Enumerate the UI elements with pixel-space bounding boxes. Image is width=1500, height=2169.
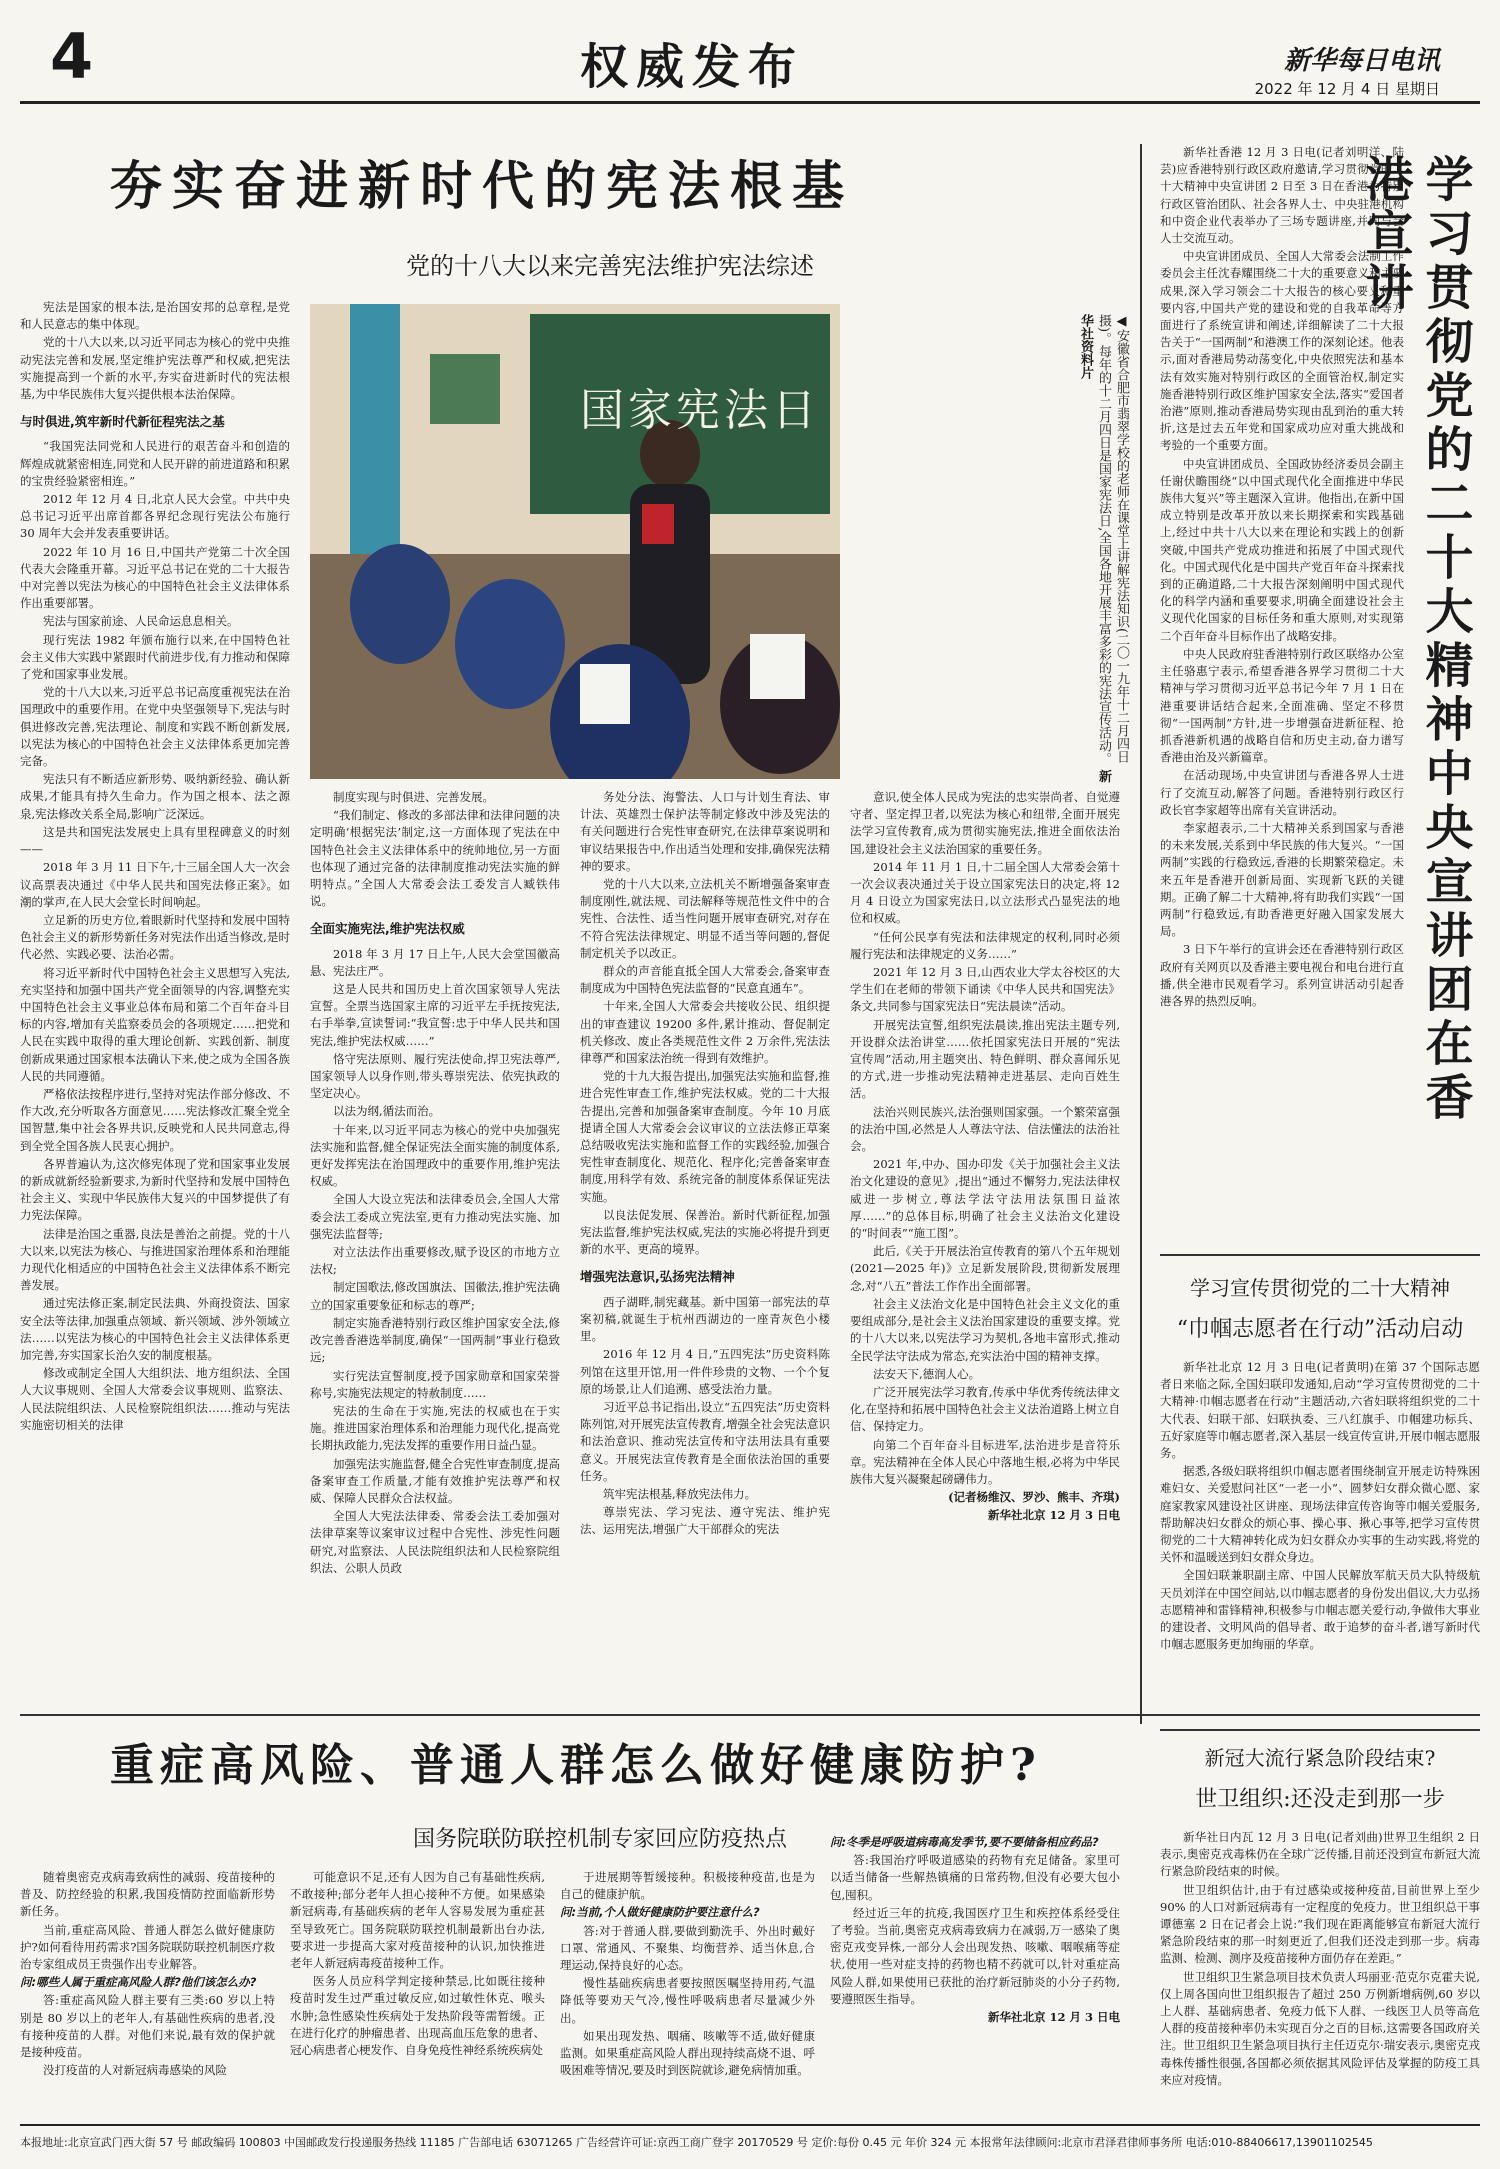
paragraph: “我们制定、修改的多部法律和法律问题的决定明确‘根据宪法’制定,这一方面体现了宪法在中国特色社会主义法律体系中的统帅地位,另一方面也体现了通过完备的法律制度推动宪法实施的鲜明特点。”全国人大常委会法工委发言人臧铁伟说。 — [310, 808, 560, 909]
section-heading: 增强宪法意识,弘扬宪法精神 — [580, 1269, 735, 1285]
dateline: 新华社北京 12 月 3 日电 — [987, 2010, 1120, 2025]
paragraph: 可能意识不足,还有人因为自己有基础性疾病,不敢接种;部分老年人担心接种不方便。如果感染新冠病毒,有基础疾病的老年人容易发展为重症甚至导致死亡。国务院联防联控机制最新出台办法,要求进一步提高大家对疫苗接种的认识,加快推进老年人新冠病毒疫苗接种工作。 — [290, 1870, 545, 1971]
paragraph: 于进展期等暂缓接种。积极接种疫苗,也是为自己的健康护航。 — [560, 1870, 815, 1902]
masthead — [20, 14, 1480, 104]
paragraph: 意识,使全体人民成为宪法的忠实崇尚者、自觉遵守者、坚定捍卫者,以宪法为核心和纽带,全面开展宪法学习宣传教育,成为贯彻实施宪法,推进全面依法治国,建设社会主义法治国家的重要任务。 — [850, 790, 1120, 856]
main-headline: 夯实奋进新时代的宪法根基 — [110, 156, 855, 217]
paragraph: 李家超表示,二十大精神关系到国家与香港的未来发展,关系到中华民族的伟大复兴。“一国两制”实践的行稳致远,香港的长期繁荣稳定。未来五年是香港开创新局面、实现新飞跃的关键期。正确了解二十大精神,将有助我们实践“一国两制”行稳致远,有助香港更好融入国家发展大局。 — [1160, 820, 1404, 939]
paragraph: 对立法法作出重要修改,赋予设区的市地方立法权; — [310, 1245, 560, 1277]
section-divider — [20, 1714, 1480, 1716]
blackboard-text: 国家宪法日 — [580, 385, 820, 436]
paragraph: 向第二个百年奋斗目标进军,法治进步是音符乐章。宪法精神在全体人民心中落地生根,必将为中华民族伟大复兴凝聚起磅礴伟力。 — [850, 1437, 1120, 1486]
bottom-column-4 — [830, 1834, 1120, 2114]
paragraph: 宪法的生命在于实施,宪法的权威也在于实施。推进国家治理体系和治理能力现代化,提高党长期执政能力,宪法发挥的重要作用日益凸显。 — [310, 1403, 560, 1453]
paragraph: 全国人大设立宪法和法律委员会,全国人大常委会法工委成立宪法室,更有力推动宪法实施、加强宪法监督等; — [310, 1192, 560, 1241]
paragraph: 宪法只有不断适应新形势、吸纳新经验、确认新成果,才能具有持久生命力。作为国之根本、法之源泉,宪法修改关系全局,影响广泛深远。 — [20, 772, 290, 821]
bottom-subheadline: 国务院联防联控机制专家回应防疫热点 — [412, 1827, 787, 1852]
paragraph: 随着奥密克戎病毒致病性的减弱、疫苗接种的普及、防控经验的积累,我国疫情防控面临新形势新任务。 — [20, 1870, 275, 1919]
sidebar-title: “巾帼志愿者在行动”活动启动 — [1176, 1317, 1464, 1342]
paragraph: 以法为纲,循法而治。 — [333, 1104, 441, 1119]
issue-date: 2022 年 12 月 4 日 星期日 — [1254, 80, 1440, 98]
paragraph: 2012 年 12 月 4 日,北京人民大会堂。中共中央总书记习近平出席首都各界纪念现行宪法公布施行 30 周年大会并发表重要讲话。 — [20, 492, 290, 541]
paragraph: 宪法与国家前途、人民命运息息相关。 — [43, 614, 239, 629]
paragraph: 2014 年 11 月 1 日,十二届全国人大常委会第十一次会议表决通过关于设立国家宪法日的决定,将 12 月 4 日设立为国家宪法日,以立法形式凸显宪法的地位和权威。 — [850, 859, 1120, 926]
paragraph: 2021 年 12 月 3 日,山西农业大学太谷校区的大学生们在老师的带领下诵读《中华人民共和国宪法》条文,共同参与国家宪法日“宪法晨读”活动。 — [850, 965, 1120, 1014]
paragraph: 法安天下,德润人心。 — [873, 1366, 981, 1381]
paragraph: 修改或制定全国人大组织法、地方组织法、全国人大议事规则、全国人大常委会议事规则、监察法、人民法院组织法、人民检察院组织法……推动与宪法实施密切相关的法律 — [20, 1366, 290, 1432]
section-divider — [1160, 1729, 1480, 1731]
paragraph: 这是人民共和国历史上首次国家领导人宪法宣誓。全票当选国家主席的习近平左手抚按宪法,右手举拳,宣读誓词:“我宣誓:忠于中华人民共和国宪法,维护宪法权威……” — [310, 982, 560, 1048]
paragraph: 十年来,全国人大常委会共接收公民、组织提出的审查建议 19200 多件,累计推动、督促制定机关修改、废止各类规范性文件 2 万余件,宪法法律尊严和国家法治统一得到有效维护。 — [580, 999, 830, 1066]
question: 问:当前,个人做好健康防护要注意什么? — [560, 1905, 760, 1920]
answer: 答:重症高风险人群主要有三类:60 岁以上特别是 80 岁以上的老年人,有基础性疾病的患者,没有接种疫苗的人群。对他们来说,最有效的保护就是接种疫苗。 — [20, 1993, 275, 2060]
paragraph: 广泛开展宪法学习教育,传承中华优秀传统法律文化,在坚持和拓展中国特色社会主义法治道路上树立自信、保持定力。 — [850, 1384, 1120, 1434]
paragraph: 加强宪法实施监督,健全合宪性审查制度,提高备案审查工作质量,才能有效推护宪法尊严和权威、保障人民群众合法权益。 — [310, 1456, 560, 1505]
sidebar-story-hongkong — [1160, 144, 1404, 1244]
paragraph: 中央宣讲团成员、全国人大常委会法制工作委员会主任沈春耀围绕二十大的重要意义和主要成果,深入学习领会二十大报告的核心要义和重要内容,中国共产党的建设和党的自我革命等方面进行了系统宣讲和阐述,详细解读了二十大报告关于“一国两制”和港澳工作的深刻论述。他表示,面对香港局势动荡变化,中央依照宪法和基本法有效实施对特别行政区的全面管治权,制定实施香港特别行政区维护国家安全法,落实“爱国者治港”原则,推动香港局势实现由乱到治的重大转折,这是过去五年党和国家成功应对重大挑战和考验的一个重要方面。 — [1160, 249, 1404, 453]
paragraph: 习近平总书记指出,设立“五四宪法”历史资料陈列馆,对开展宪法宣传教育,增强全社会宪法意识和法治意识、推动宪法宣传和守法用法具有重要意义。开展宪法宣传教育是全面依法治国的重要任务。 — [580, 1399, 830, 1483]
paragraph: 党的十八大以来,以习近平同志为核心的党中央推动宪法完善和发展,坚定维护宪法尊严和权威,把宪法实施提高到一个新的水平,夯实奋进新时代的宪法根基,为中华民族伟大复兴提供根本法治保障。 — [20, 335, 290, 402]
byline: (记者杨维汉、罗沙、熊丰、齐琪) — [948, 1490, 1120, 1505]
paragraph: 2022 年 10 月 16 日,中国共产党第二十次全国代表大会隆重开幕。习近平总书记在党的二十大报告中对完善以宪法为核心的中国特色社会主义法律体系作出重要部署。 — [20, 544, 290, 611]
paragraph: 新华社香港 12 月 3 日电(记者刘明洋、陆芸)应香港特别行政区政府邀请,学习贯彻党的二十大精神中央宣讲团 2 日至 3 日在香港为特别行政区管治团队、社会各界人士、中央驻港机构和中资企业代表举办了三场专题讲座,并同与会人士交流互动。 — [1160, 145, 1404, 246]
paragraph: 通过宪法修正案,制定民法典、外商投资法、国家安全法等法律,加强重点领域、新兴领域、涉外领域立法……以宪法为核心的中国特色社会主义法律体系更加完善,夯实国家长治久安的制度根基。 — [20, 1296, 290, 1362]
photo-caption-text: ◀安徽省合肥市翡翠学校的老师在课堂上讲解宪法知识(二〇一九年十二月四日摄)。每年的十二月四日是国家宪法日,全国各地开展丰富多彩的宪法宣传活动。 — [1096, 314, 1129, 766]
paragraph: 如果出现发热、咽痛、咳嗽等不适,做好健康监测。如果重症高风险人群出现持续高烧不退、呼吸困难等情况,要及时到医院就诊,避免病情加重。 — [560, 2028, 815, 2078]
paragraph: 筑牢宪法根基,释放宪法伟力。 — [603, 1486, 757, 1501]
paragraph: 尊崇宪法、学习宪法、遵守宪法、维护宪法、运用宪法,增强广大干部群众的宪法 — [580, 1505, 830, 1537]
paragraph: 没打疫苗的人对新冠病毒感染的风险 — [43, 2063, 227, 2078]
bottom-column-1 — [20, 1869, 275, 2114]
section-heading: 与时俱进,筑牢新时代新征程宪法之基 — [20, 414, 225, 430]
article-column-4 — [850, 789, 1120, 1709]
paragraph: 以良法促发展、保善治。新时代新征程,加强宪法监督,维护宪法权威,宪法的实施必将提升到更新的水平、更高的境界。 — [580, 1207, 830, 1257]
paragraph: 中央人民政府驻香港特别行政区联络办公室主任骆惠宁表示,希望香港各界学习贯彻二十大精神与学习贯彻习近平总书记今年 7 月 1 日在港重要讲话结合起来,全面准确、坚定不移贯彻“一国两制”方针,进一步增强奋进新征程、抢抓香港新机遇的战略自信和历史主动,奋力谱写香港由治及兴新篇章。 — [1160, 646, 1404, 765]
paragraph: 经过近三年的抗疫,我国医疗卫生和疾控体系经受住了考验。当前,奥密克戎病毒致病力在减弱,万一感染了奥密克戎变异株,一部分人会出现发热、咳嗽、咽喉痛等症状,使用一些对症支持的药物也精不药就可以,针对重症高风险人群,如果使用已获批的治疗新冠肺炎的小分子药物,要遵照医生指导。 — [830, 1905, 1120, 2006]
article-column-2 — [310, 789, 560, 1709]
paragraph: 党的十八大以来,立法机关不断增强备案审查制度刚性,就法规、司法解释等规范性文件中的合宪性、合法性、适当性问题开展审查研究,对存在不符合宪法法律规定、明显不适当等问题的,督促制定机关予以改正。 — [580, 877, 830, 960]
paragraph: 制度实现与时俱进、完善发展。 — [333, 790, 494, 804]
paragraph: 严格依法按程序进行,坚持对宪法作部分修改、不作大改,充分听取各方面意见……宪法修改汇聚全党全国智慧,集中社会各界共识,反映党和人民共同意志,得到全党全国各族人民衷心拥护。 — [20, 1086, 290, 1153]
page-footer: 本报地址:北京宣武门西大街 57 号 邮政编码 100803 中国邮政发行投递服务热线 11185 广告部电话 63071265 广告经营许可证:京西工商广登字 20170529 号 定价:每份 0.45 元 年价 324 元 本报常年法律顾问:北京市君泽君律师事务所 电话:010-88406617,13901102545 — [20, 2124, 1480, 2154]
paragraph: 2016 年 12 月 4 日,“五四宪法”历史资料陈列馆在这里开馆,用一件件珍贵的文物、一个个复原的场景,让人们追溯、感受法治力量。 — [580, 1347, 830, 1396]
paragraph: 中央宣讲团成员、全国政协经济委员会副主任谢伏瞻围绕“以中国式现代化全面推进中华民族伟大复兴”等主题深入宣讲。他指出,在新中国成立特别是改革开放以来长期探索和实践基础上,经过中共十八大以来在理论和实践上的创新突破,中国共产党成功推进和拓展了中国式现代化。中国式现代化是中国共产党百年奋斗探索找到的正确道路,二十大报告深刻阐明中国式现代化的科学内涵和重要要求,明确全面建设社会主义现代化国家的目标任务和重大原则,对实现第二个百年奋斗目标作出了战略安排。 — [1160, 456, 1404, 643]
paragraph: 2018 年 3 月 17 日上午,人民大会堂国徽高悬、宪法庄严。 — [310, 946, 560, 978]
who-title: 世卫组织:还没走到那一步 — [1195, 1787, 1445, 1812]
question: 问:冬季是呼吸道病毒高发季节,要不要储备相应药品? — [830, 1835, 1099, 1849]
paragraph: 社会主义法治文化是中国特色社会主义文化的重要组成部分,是社会主义法治国家建设的重要支撑。党的十八大以来,以宪法学习为契机,各地丰富形式,推动全民学法守法成为常态,充实法治中国的精神支撑。 — [850, 1296, 1120, 1363]
paragraph: 群众的声音能直抵全国人大常委会,备案审查制度成为中国特色宪法监督的“民意直通车”。 — [580, 964, 830, 996]
paragraph: 党的十九大报告提出,加强宪法实施和监督,推进合宪性审查工作,维护宪法权威。党的二十大报告提出,完善和加强备案审查制度。今年 10 月底提请全国人大常委会会议审议的立法法修正草案总结吸收宪法实施和监督工作的实践经验,加强合宪性审查制度化、规范化、程序化;完善备案审查制度,用科学有效、系统完备的制度体系保证宪法实施。 — [580, 1069, 830, 1204]
paragraph: 将习近平新时代中国特色社会主义思想写入宪法,充实坚持和加强中国共产党全面领导的内容,调整充实中国特色社会主义事业总体布局和第二个百年奋斗目标的内容,增加有关监察委员会的各项规定……把党和人民在实践中取得的重大理论创新、实践创新、制度创新成果通过国家根本法确认下来,使之成为全国各族人民的共同遵循。 — [20, 965, 290, 1083]
paragraph: 世卫组织卫生紧急项目技术负责人玛丽亚·范克尔克霍夫说,仅上周各国向世卫组织报告了超过 250 万例新增病例,60 岁以上人群、基础病患者、免疫力低下人群、一线医卫人员等高危人群的疫苗接种率仍未实现百分之百的目标,这需要各国政府关注。世卫组织卫生紧急项目执行主任迈克尔·瑞安表示,奥密克戎毒株传播性很强,各国都必须依据其风险评估及掌握的防疫工具来应对疫情。 — [1160, 1969, 1480, 2087]
paragraph: 全国人大宪法法律委、常委会法工委加强对法律草案等议案审议过程中合宪性、涉宪性问题研究,对监察法、人民法院组织法和人民检察院组织法、公职人员政 — [310, 1509, 560, 1575]
paragraph: 医务人员应科学判定接种禁忌,比如既往接种疫苗时发生过严重过敏反应,如过敏性休克、喉头水肿;急性感染性疾病处于发热阶段等需暂缓。正在进行化疗的肿瘤患者、出现高血压危象的患者、冠心病患者心梗发作、自身免疫性神经系统疾病处 — [290, 1974, 545, 2058]
paragraph: 慢性基础疾病患者要按照医嘱坚持用药,气温降低等要劝天气冷,慢性呼吸病患者尽量减少外出。 — [560, 1976, 815, 2025]
main-subheadline: 党的十八大以来完善宪法维护宪法综述 — [406, 252, 814, 280]
newspaper-logo: 新华每日电讯 — [1283, 46, 1440, 76]
section-heading: 全面实施宪法,维护宪法权威 — [310, 921, 465, 937]
sidebar-story-volunteers — [1160, 1359, 1480, 1709]
paragraph: 世卫组织估计,由于有过感染或接种疫苗,目前世界上至少 90% 的人口对新冠病毒有一定程度的免疫力。世卫组织总干事谭德塞 2 日在记者会上说:“我们现在距离能够宣布新冠大流行紧急阶段结束的那一时刻更近了,但我们还没走到那一步。病毒监测、检测、测序及疫苗接种方面仍存在差距。” — [1160, 1882, 1480, 1966]
paragraph: 宪法是国家的根本法,是治国安邦的总章程,是党和人民意志的集中体现。 — [20, 300, 290, 332]
classroom-photo — [310, 304, 840, 779]
paragraph: 3 日下午举行的宣讲会还在香港特别行政区政府有关网页以及香港主要电视台和电台进行直播,供全港市民观看学习。系列宣讲活动引起香港各界的热烈反响。 — [1160, 942, 1404, 1008]
page-number: 4 — [50, 20, 94, 93]
bottom-headline: 重症高风险、普通人群怎么做好健康防护? — [110, 1740, 1042, 1791]
article-column-3 — [580, 789, 830, 1709]
sidebar-headline: 学习贯彻党的二十大精神中央宣讲团在香港宣讲 — [1357, 154, 1473, 1126]
paragraph: 新华社日内瓦 12 月 3 日电(记者刘曲)世界卫生组织 2 日表示,奥密克戎毒株仍在全球广泛传播,目前还没到宣布新冠大流行紧急阶段结束的时候。 — [1160, 1830, 1480, 1879]
paragraph: 恪守宪法原则、履行宪法使命,捍卫宪法尊严,国家领导人以身作则,带头尊崇宪法、依宪执政的坚定决心。 — [310, 1051, 560, 1101]
bottom-column-2 — [290, 1869, 545, 2114]
paragraph: 制定国歌法,修改国旗法、国徽法,推护宪法确立的国家重要象征和标志的尊严; — [310, 1280, 560, 1312]
sidebar-story-who — [1160, 1829, 1480, 2114]
answer: 答:对于普通人群,要做到勤洗手、外出时戴好口罩、常通风、不聚集、均衡营养、适当休息,合理运动,保持良好的心态。 — [560, 1923, 815, 1973]
paragraph: 此后,《关于开展法治宣传教育的第八个五年规划(2021—2025 年)》立足新发展阶段,贯彻新发展理念,对“八五”普法工作作出全面部署。 — [850, 1244, 1120, 1293]
paragraph: 制定实施香港特别行政区维护国家安全法,修改完善香港选举制度,确保“一国两制”事业行稳致远; — [310, 1315, 560, 1365]
paragraph: 现行宪法 1982 年颁布施行以来,在中国特色社会主义伟大实践中紧跟时代前进步伐,有力推动和保障了党和国家事业发展。 — [20, 632, 290, 682]
sidebar-kicker: 学习宣传贯彻党的二十大精神 — [1190, 1276, 1450, 1300]
answer: 答:我国治疗呼吸道感染的药物有充足储备。家里可以适当储备一些解热镇痛的日常药物,但没有必要大包小包,囤积。 — [830, 1853, 1120, 1902]
paragraph: 西子湖畔,制宪藏基。新中国第一部宪法的草案初稿,就诞生于杭州西湖边的一座青灰色小楼里。 — [580, 1294, 830, 1344]
paragraph: 全国妇联兼职副主席、中国人民解放军航天员大队特级航天员刘洋在中国空间站,以巾帼志愿者的身份发出倡议,大力弘扬志愿精神和雷锋精神,积极参与巾帼志愿关爱行动,争做伟大事业的建设者、文明风尚的倡导者、敢于追梦的奋斗者,谱写新时代巾帼志愿服务更加绚丽的华章。 — [1160, 1568, 1480, 1652]
paragraph: 新华社北京 12 月 3 日电(记者黄明)在第 37 个国际志愿者日来临之际,全国妇联印发通知,启动“学习宣传贯彻党的二十大精神·巾帼志愿者在行动”主题活动,六省妇联将组织党的二十大代表、妇联干部、妇联执委、三八红旗手、巾帼建功标兵、五好家庭等巾帼志愿者,深入基层一线宣传宣讲,开展巾帼志愿服务。 — [1160, 1360, 1480, 1461]
paragraph: 据悉,各级妇联将组织巾帼志愿者围绕制宣开展走访特殊困难妇女、关爱慰问社区“一老一小”、圆梦妇女群众微心愿、家庭家教家风建设社区讲座、现场法律宣传咨询等巾帼关爱服务,帮助解决妇女群众的烦心事、操心事、揪心事等,把学习宣传贯彻党的二十大精神转化成为妇女群众办实事的生动实践,将党的关怀和温暖送到妇女群众身边。 — [1160, 1464, 1480, 1565]
paragraph: 立足新的历史方位,着眼新时代坚持和发展中国特色社会主义的新形势新任务对宪法作出适当修改,是时代必然、实践必要、法治必需。 — [20, 912, 290, 962]
paragraph: 2021 年,中办、国办印发《关于加强社会主义法治文化建设的意见》,提出“通过不懈努力,宪法法律权威进一步树立,尊法学法守法用法氛围日益浓厚……”的总体目标,明确了社会主义法治文化建设的“时间表”“施工图”。 — [850, 1157, 1120, 1241]
paragraph: 务处分法、海警法、人口与计划生育法、审计法、英雄烈士保护法等制定修改中涉及宪法的有关问题进行合宪性审查研究,在法律草案说明和审议结果报告中,作出适当处理和安排,确保宪法精神的要求。 — [580, 790, 830, 873]
newspaper-page — [20, 14, 1480, 2154]
paragraph: 在活动现场,中央宣讲团与香港各界人士进行了交流互动,解答了问题。香港特别行政区行政长官李家超等出席有关宣讲活动。 — [1160, 768, 1404, 817]
paragraph: 当前,重症高风险、普通人群怎么做好健康防护?如何看待用药需求?国务院联防联控机制医疗救治专家组成员王贵强作出专业解答。 — [20, 1922, 275, 1972]
paragraph: 实行宪法宣誓制度,授予国家勋章和国家荣誉称号,实施宪法规定的特赦制度…… — [310, 1368, 560, 1400]
paragraph: 法治兴则民族兴,法治强则国家强。一个繁荣富强的法治中国,必然是人人尊法守法、信法懂法的法治社会。 — [850, 1104, 1120, 1154]
paragraph: 开展宪法宣誓,组织宪法晨读,推出宪法主题专列,开设群众法治讲堂……依托国家宪法日开展的“宪法宣传周”活动,用主题突出、特色鲜明、群众喜闻乐见的方式,进一步推动宪法精神走进基层、走向百姓生活。 — [850, 1017, 1120, 1101]
paragraph: “任何公民享有宪法和法律规定的权利,同时必须履行宪法和法律规定的义务……” — [850, 929, 1120, 961]
photo-credit: 新华社资料片 — [1078, 314, 1111, 783]
paragraph: 法律是治国之重器,良法是善治之前提。党的十八大以来,以宪法为核心、与推进国家治理体系和治理能力现代化相适应的中国特色社会主义法律体系不断完善发展。 — [20, 1226, 290, 1293]
paragraph: “我国宪法同党和人民进行的艰苦奋斗和创造的辉煌成就紧密相连,同党和人民开辟的前进道路和积累的宝贵经验紧密相连。” — [20, 439, 290, 488]
paragraph: 这是共和国宪法发展史上具有里程碑意义的时刻—— — [20, 824, 290, 857]
dateline: 新华社北京 12 月 3 日电 — [987, 1508, 1120, 1523]
column-divider — [1140, 144, 1142, 1724]
paragraph: 各界普遍认为,这次修宪体现了党和国家事业发展的新成就新经验新要求,为新时代坚持和发展中国特色社会主义、实现中华民族伟大复兴的中国梦提供了有力宪法保障。 — [20, 1156, 290, 1223]
section-divider — [1160, 1254, 1480, 1256]
who-kicker: 新冠大流行紧急阶段结束? — [1204, 1746, 1436, 1770]
bottom-column-3 — [560, 1869, 815, 2114]
section-title: 权威发布 — [580, 39, 805, 95]
question: 问:哪些人属于重症高风险人群?他们该怎么办? — [20, 1975, 257, 1990]
paragraph: 党的十八大以来,习近平总书记高度重视宪法在治国理政中的重要作用。在党中央坚强领导下,宪法与时俱进修改完善,宪法理论、制度和实践不断创新发展,以宪法为核心的中国特色社会主义法律体系更加完善完备。 — [20, 685, 290, 769]
paragraph: 2018 年 3 月 11 日下午,十三届全国人大一次会议高票表决通过《中华人民共和国宪法修正案》。如潮的掌声,在人民大会堂长时间响起。 — [20, 860, 290, 909]
photo-caption — [1050, 314, 1130, 784]
paragraph: 十年来,以习近平同志为核心的党中央加强宪法实施和监督,健全保证宪法全面实施的制度体系,更好发挥宪法在治国理政中的重要作用,维护宪法权威。 — [310, 1122, 560, 1189]
article-column-1 — [20, 299, 290, 1709]
